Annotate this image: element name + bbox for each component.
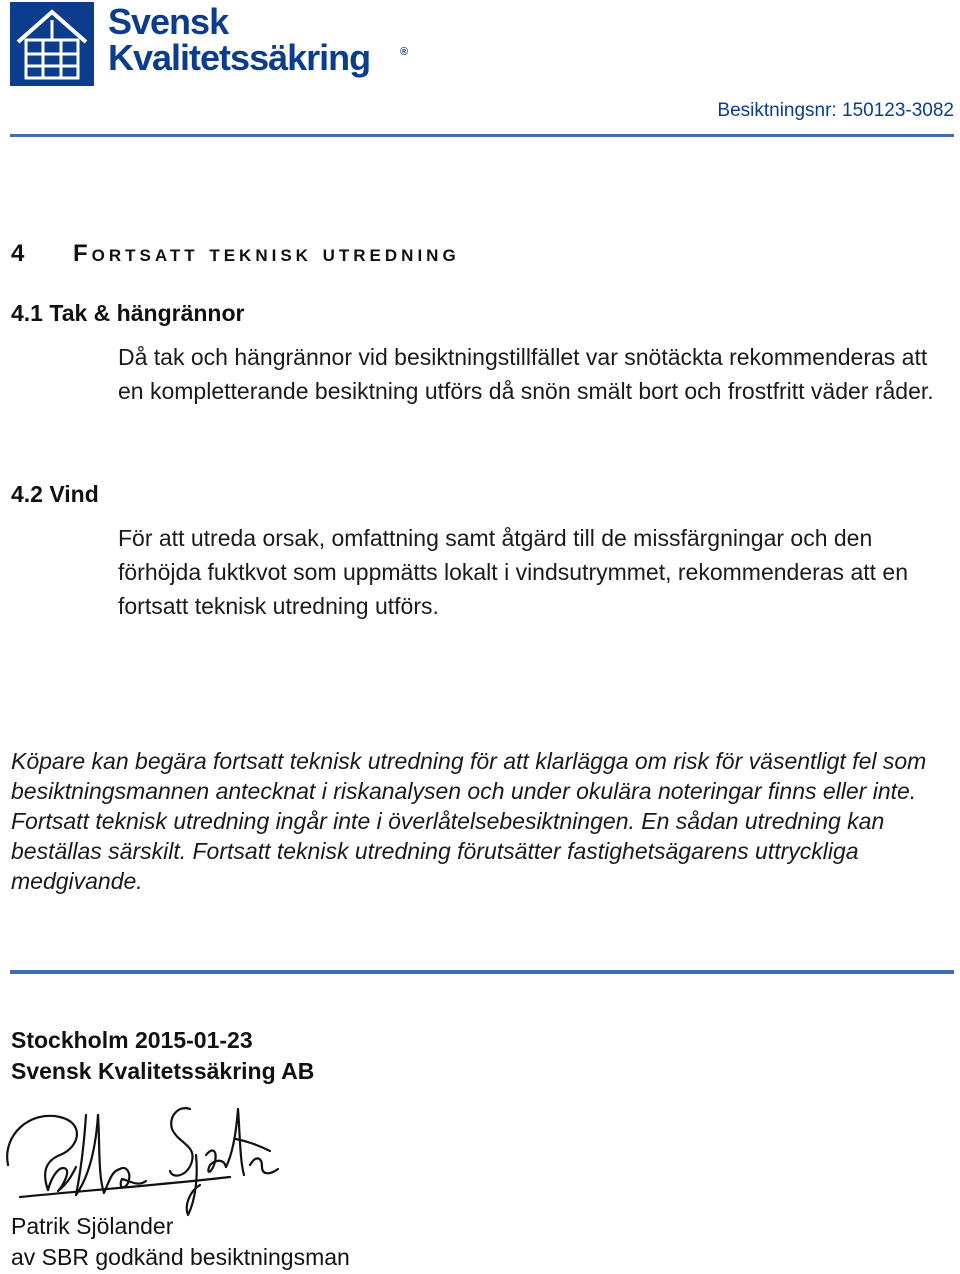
logo-line-2: Kvalitetssäkring	[108, 37, 371, 78]
footer-divider	[10, 970, 954, 974]
logo-wordmark	[108, 1, 371, 78]
place-date: Stockholm 2015-01-23	[11, 1027, 253, 1053]
section-heading	[11, 240, 460, 268]
report-number: Besiktningsnr: 150123-3082	[717, 100, 954, 121]
signoff-block	[11, 1025, 314, 1087]
section-title: Fortsatt teknisk utredning	[73, 240, 460, 267]
subsection-text-attic: För att utreda orsak, omfattning samt åtgärd till de missfärgningar och den förhöjda fuktkvot som uppmätts lokalt i vindsutrymmet, rekommenderas att en fortsatt teknisk utredning utförs.	[118, 525, 908, 619]
subsection-heading-roof: 4.1 Tak & hängrännor	[11, 300, 245, 326]
signer-name: Patrik Sjölander	[11, 1213, 174, 1239]
signer-role: av SBR godkänd besiktningsman	[11, 1244, 350, 1270]
logo-line-1: Svensk	[108, 1, 229, 42]
registered-mark: ®	[400, 46, 409, 58]
company-logo	[10, 2, 410, 88]
subsection-text-roof: Då tak och hängrännor vid besiktningstillfället var snötäckta rekommenderas att en kompletterande besiktning utförs då snön smält bort och frostfritt väder råder.	[118, 344, 934, 404]
subsection-heading-attic: 4.2 Vind	[11, 481, 99, 507]
company-name: Svensk Kvalitetssäkring AB	[11, 1058, 315, 1084]
header-divider	[10, 134, 954, 137]
section-number: 4	[11, 240, 25, 267]
house-logo-icon	[10, 2, 94, 86]
signer-block	[11, 1211, 350, 1273]
buyer-note: Köpare kan begära fortsatt teknisk utredning för att klarlägga om risk för väsentligt fel som besiktningsmannen antecknat i riskanalysen och under okulära noteringar finns eller inte. Fortsatt teknisk utredning ingår inte i överlåtelsebesiktningen. En sådan utredning kan beställas särskilt. Fortsatt teknisk utredning förutsätter fastighetsägarens uttryckliga medgivande.	[11, 748, 927, 894]
handwritten-signature	[0, 1095, 290, 1225]
